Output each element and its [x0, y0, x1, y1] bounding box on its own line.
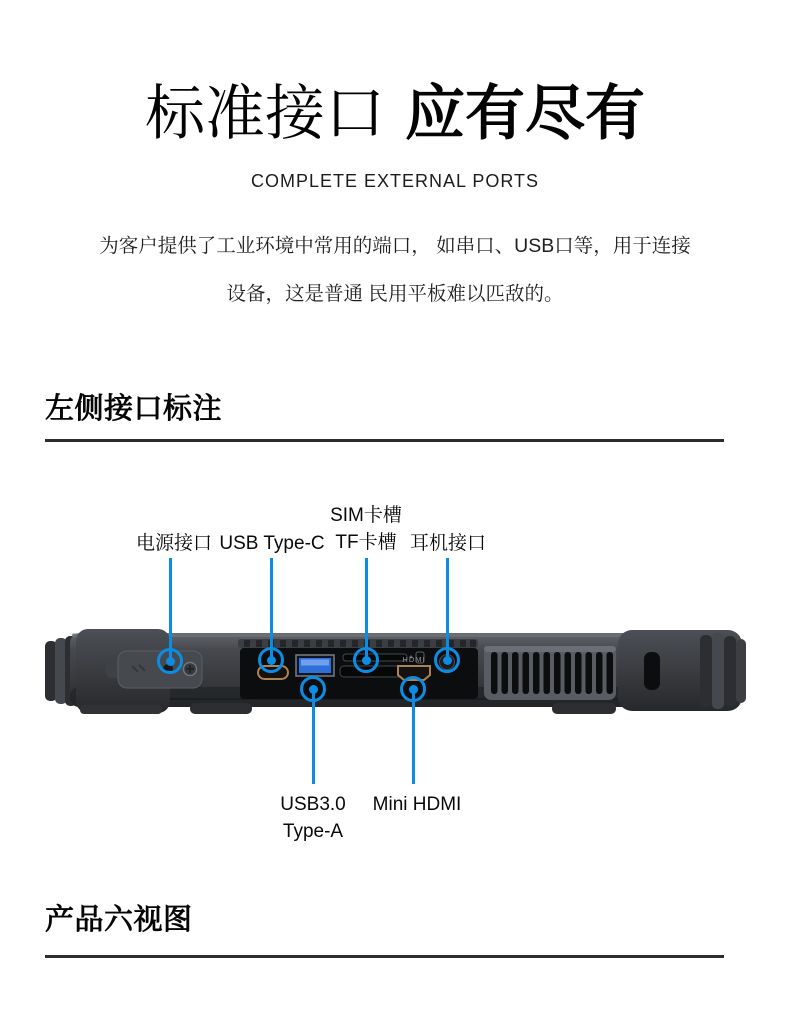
- usb-a-port: [296, 655, 334, 676]
- hdmi-print-text: HDMI: [402, 655, 426, 664]
- label-tf-slot-line: TF卡槽: [335, 532, 397, 553]
- callout-line-usb-c: [270, 558, 273, 660]
- callout-line-usb-a: [312, 689, 315, 784]
- bottom-foot-left: [190, 703, 252, 714]
- bottom-foot-right: [552, 703, 616, 714]
- callout-dot-sim-tf: [362, 656, 371, 665]
- callout-dot-power: [166, 657, 175, 666]
- callout-line-sim-tf: [365, 558, 368, 660]
- right-bumper: [618, 630, 746, 711]
- label-sim-slot-line: SIM卡槽: [330, 505, 402, 526]
- callout-dot-usb-c: [267, 656, 276, 665]
- power-port-cover: [106, 651, 202, 688]
- callout-line-headphone: [446, 558, 449, 660]
- callout-line-mini-hdmi: [412, 689, 415, 784]
- section-heading-left-ports: 左侧接口标注: [45, 393, 223, 425]
- section-divider-bottom: [45, 955, 724, 958]
- label-usb-a-line2: Type-A: [282, 821, 344, 842]
- port-annotation-figure: [0, 460, 790, 865]
- description-line-1: 为客户提供了工业环境中常用的端口， 如串口、USB口等，用于连接: [99, 235, 691, 257]
- callout-dot-usb-a: [309, 685, 318, 694]
- page-title-regular: 标准接口: [145, 80, 385, 147]
- callout-dot-headphone: [443, 656, 452, 665]
- label-headphone-jack: 耳机接口: [409, 533, 486, 554]
- section-divider-top: [45, 439, 724, 442]
- page-title-bold: 应有尽有: [405, 80, 645, 147]
- label-mini-hdmi: Mini HDMI: [372, 794, 462, 815]
- label-usb-a-line1: USB3.0: [280, 794, 346, 815]
- page-description: [0, 222, 790, 318]
- label-usb-type-c: USB Type-C: [219, 533, 325, 554]
- cooling-vents: [484, 646, 616, 700]
- page-subtitle: COMPLETE EXTERNAL PORTS: [250, 171, 540, 191]
- callout-dot-mini-hdmi: [409, 685, 418, 694]
- page-title: [0, 76, 790, 152]
- description-line-2: 设备，这是普通 民用平板难以匹敌的。: [226, 283, 564, 305]
- section-heading-six-views: 产品六视图: [45, 904, 193, 936]
- tablet-side-view-image: [40, 625, 750, 717]
- callout-line-power: [169, 558, 172, 661]
- label-power-port: 电源接口: [135, 533, 212, 554]
